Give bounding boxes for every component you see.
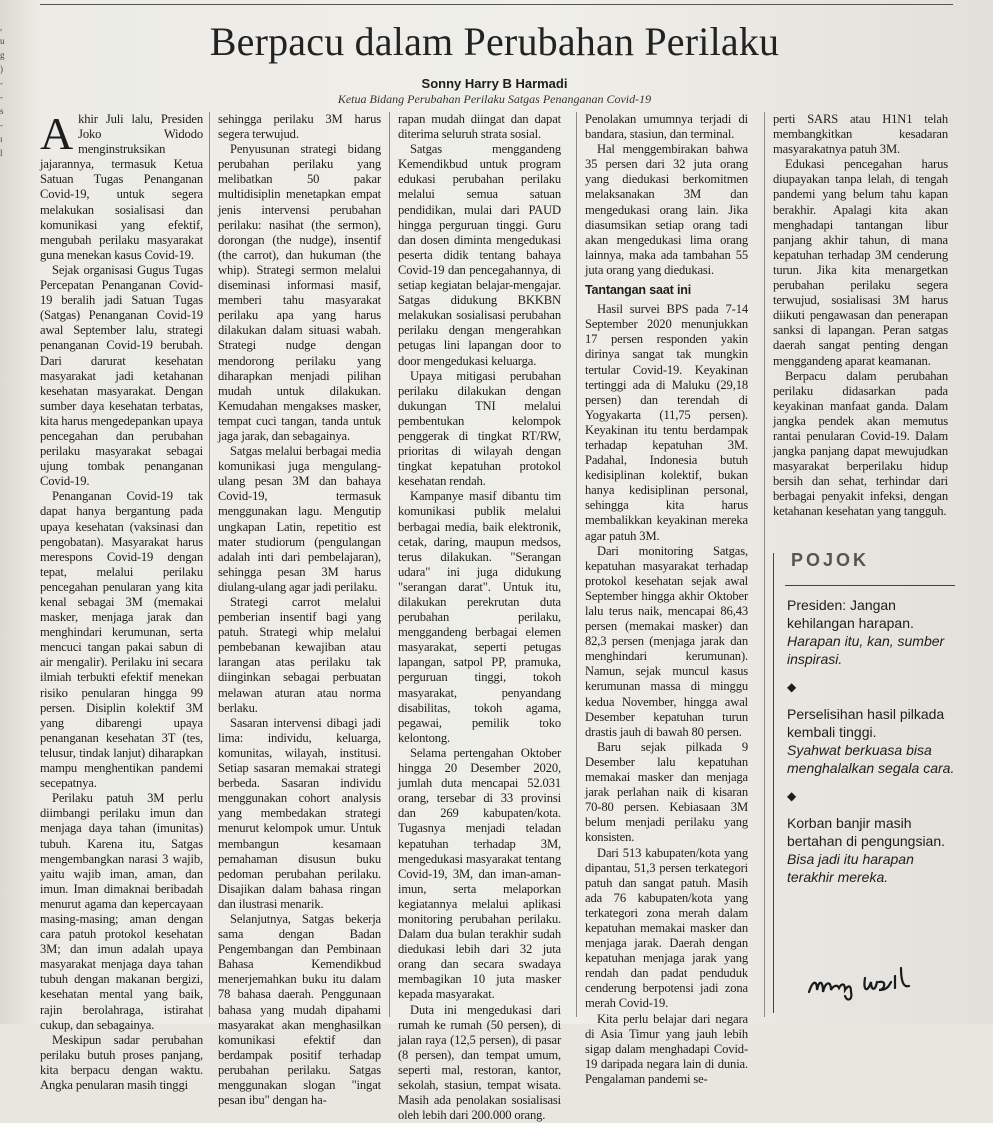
pojok-quip: Harapan itu, kan, sumber inspirasi.	[787, 633, 945, 667]
strip-char: s	[0, 106, 4, 116]
diamond-separator-icon: ◆	[787, 680, 797, 694]
paragraph: Baru sejak pilkada 9 Desember lalu kepatuhan memakai masker dan menjaga jarak perlahan naik di kisaran 70-80 persen. Kebiasaan 3M belum menjadi perilaku yang konsisten.	[585, 739, 748, 845]
paragraph: Sasaran intervensi dibagi jadi lima: individu, keluarga, komunitas, wilayah, institusi. Setiap sasaran memakai strategi berbeda. Sasaran individu menggunakan cohort analysis yang membedakan strategi menurut kelompok umur. Untuk membangun kesamaan pemahaman disusun buku pedoman perubahan perilaku. Disajikan dalam bahasa ringan dan ilustrasi menarik.	[218, 715, 381, 911]
mang-usil-signature	[805, 956, 935, 1006]
paragraph: Meskipun sadar perubahan perilaku butuh proses panjang, kita berpacu dengan waktu. Angka penularan masih tinggi	[40, 1032, 203, 1092]
paragraph: Penanganan Covid-19 tak dapat hanya bergantung pada upaya kesehatan (vaksinasi dan pengobatan). Masyarakat harus merespons Covid-19 dengan tepat, melalui perilaku pencegahan penularan yang kita kenal sebagai 3M (memakai masker, menjaga jarak dan menghindari kerumunan, serta mencuci tangan pakai sabun di air mengalir). Perilaku ini secara ilmiah terbukti efektif menekan risiko penularan hingga 99 persen. Disiplin kolektif 3M yang dibarengi upaya penanganan kesehatan 3T (tes, telusur, tindak lanjut) diharapkan mampu menghentikan pandemi secepatnya.	[40, 489, 203, 791]
pojok-quip: Bisa jadi itu harapan terakhir mereka.	[787, 851, 914, 885]
column-2	[218, 112, 381, 1108]
column-3	[398, 112, 561, 1123]
paragraph: Berpacu dalam perubahan perilaku didasarkan pada keyakinan manfaat ganda. Dalam jangka pendek akan memutus rantai penularan Covid-19. Dalam jangka panjang dapat mewujudkan masyarakat berperilaku hidup bersih dan sehat, terhindar dari berbagai penyakit infeksi, dengan ketahanan kesehatan yang tangguh.	[773, 368, 948, 519]
article-title: Berpacu dalam Perubahan Perilaku	[209, 19, 780, 64]
paragraph: Dari monitoring Satgas, kepatuhan masyarakat terhadap protokol kesehatan sejak awal September hingga akhir Oktober lalu terus naik, mencapai 86,43 persen (memakai masker) dan 82,3 persen (menjaga jarak dan menghindari kerumunan). Namun, sejak muncul kasus kerumunan massa di minggu kedua November, hingga awal Desember kepatuhan turun drastis jauh di bawah 80 persen.	[585, 543, 748, 739]
paragraph: Dari 513 kabupaten/kota yang dipantau, 51,3 persen terkategori patuh dan sangat patuh. Masih ada 76 kabupaten/kota yang terkategori zona merah dalam kepatuhan memakai masker dan menjaga jarak. Daerah dengan kepatuhan menjaga jarak yang rendah dan padat penduduk cenderung berpotensi jadi zona merah Covid-19.	[585, 845, 748, 1011]
pojok-quip: Syahwat berkuasa bisa menghalalkan segala cara.	[787, 742, 955, 776]
paragraph: Duta ini mengedukasi dari rumah ke rumah (50 persen), di jalan raya (12,5 persen), di pasar (8 persen), dan tempat umum, seperti mal, restoran, kantor, sekolah, stasiun, tempat wisata. Masih ada penolakan sosialisasi oleh lebih dari 200.000 orang.	[398, 1002, 561, 1123]
pojok-title: POJOK	[791, 550, 870, 570]
drop-cap: A	[40, 108, 74, 159]
strip-char: ɪ	[0, 134, 3, 144]
author-name: Sonny Harry B Harmadi	[421, 76, 568, 91]
author-role: Ketua Bidang Perubahan Perilaku Satgas Penanganan Covid-19	[337, 92, 652, 106]
paragraph: Penolakan umumnya terjadi di bandara, stasiun, dan terminal.	[585, 112, 748, 142]
pojok-item	[787, 596, 955, 668]
strip-char: l	[0, 148, 3, 158]
paragraph: Selama pertengahan Oktober hingga 20 Desember 2020, jumlah duta mencapai 52.031 orang, tersebar di 33 provinsi dan 269 kabupaten/kota. Tugasnya menjadi teladan kepatuhan terhadap 3M, mengedukasi masyarakat tentang Covid-19, 3M, dan iman-aman-imun, serta melaporkan kegiatannya melalui aplikasi monitoring perubahan perilaku. Dalam dua bulan terakhir sudah diedukasi lebih dari 32 juta orang dan secara swadaya membagikan 10 juta masker kepada masyarakat.	[398, 745, 561, 1002]
pojok-item	[787, 814, 955, 886]
paragraph: Sejak organisasi Gugus Tugas Percepatan Penanganan Covid-19 beralih jadi Satuan Tugas (Satgas) Penanganan Covid-19 awal September lalu, strategi penanganan Covid-19 berubah. Dari darurat kesehatan masyarakat jadi ketahanan kesehatan masyarakat. Dengan sumber daya kesehatan terbatas, kita harus mengedepankan upaya pencegahan dan perubahan perilaku masyarakat sebagai ujung tombak penanganan Covid-19.	[40, 262, 204, 489]
paragraph: Hasil survei BPS pada 7-14 September 2020 menunjukkan 17 persen responden yakin dirinya sangat tak mungkin tertular Covid-19. Keyakinan tertinggi ada di Maluku (29,18 persen) dan terendah di Yogyakarta (11,75 persen). Keyakinan itu tentu berdampak terhadap kepatuhan 3M. Padahal, Indonesia butuh kedisiplinan kolektif, bukan hanya kedisiplinan personal, sehingga kita harus membalikkan keyakinan mereka agar patuh 3M.	[585, 302, 748, 543]
strip-char: ,	[0, 22, 3, 32]
paragraph: rapan mudah diingat dan dapat diterima seluruh strata sosial.	[398, 112, 561, 142]
paragraph: sehingga perilaku 3M harus segera terwujud.	[218, 112, 381, 142]
paragraph: Satgas menggandeng Kemendikbud untuk program edukasi perubahan perilaku melalui semua satuan pendidikan, mulai dari PAUD hingga perguruan tinggi. Guru dan dosen diminta mengedukasi peserta didik tentang bahaya Covid-19 dan pencegahannya, di setiap kegiatan belajar-mengajar. Satgas didukung BKKBN melakukan sosialisasi perubahan perilaku dengan mengerahkan petugas lini lapangan door to door mengedukasi keluarga.	[398, 142, 561, 368]
paragraph: Edukasi pencegahan harus diupayakan tanpa lelah, di tengah pandemi yang belum tahu kapan berakhir. Apalagi kita akan menghadapi tantangan libur panjang akhir tahun, di mana kepatuhan terhadap 3M cenderung turun. Jika kita menargetkan perubahan perilaku segera terwujud, sosialisasi 3M harus diikuti pengawasan dan penerapan sanksi di lapangan. Peran satgas daerah sangat penting dengan menggandeng aparat keamanan.	[773, 157, 948, 368]
paragraph: Kita perlu belajar dari negara di Asia Timur yang jauh lebih sigap dalam menghadapi Covid-19 daripada negara lain di dunia. Pengalaman pandemi se-	[585, 1011, 748, 1086]
paragraph	[40, 108, 203, 263]
column-divider	[576, 112, 577, 1017]
pojok-statement: Perselisihan hasil pilkada kembali tinggi.	[787, 706, 945, 740]
paragraph: Upaya mitigasi perubahan perilaku dilakukan dengan dukungan TNI melalui pembentukan kelompok penggerak di tingkat RT/RW, prioritas di wilayah dengan tingkat kepatuhan protokol kesehatan rendah.	[398, 368, 561, 489]
strip-char: u	[0, 36, 5, 46]
column-divider	[209, 112, 210, 1017]
section-subheading: Tantangan saat ini	[585, 283, 692, 298]
paragraph: Hal menggembirakan bahwa 35 persen dari 32 juta orang yang diedukasi berkomitmen melaksanakan 3M dan mengedukasi orang lain. Jika diasumsikan setiap orang tadi akan mengedukasi lima orang lainnya, maka ada tambahan 55 juta orang yang diedukasi.	[585, 142, 748, 277]
pojok-box	[773, 550, 955, 1016]
adjacent-page-strip	[0, 20, 18, 160]
diamond-separator-icon: ◆	[787, 789, 797, 803]
column-1	[40, 108, 204, 1093]
column-5	[773, 112, 948, 520]
strip-char: g	[0, 50, 5, 60]
strip-char: -	[0, 120, 3, 130]
paragraph: Satgas melalui berbagai media komunikasi juga mengulang-ulang pesan 3M dan bahaya Covid-19, termasuk menggunakan lagu. Mengutip ungkapan Latin, repetitio est mater studiorum (pengulangan adalah inti dari pembelajaran), sehingga pesan 3M harus diulang-ulang agar jadi perilaku.	[218, 444, 381, 594]
strip-char: -	[0, 78, 3, 88]
pojok-item	[787, 705, 955, 777]
pojok-statement: Korban banjir masih bertahan di pengungsian.	[787, 815, 946, 849]
paragraph: perti SARS atau H1N1 telah membangkitkan kesadaran masyarakatnya patuh 3M.	[773, 112, 948, 157]
pojok-title-rule	[785, 585, 955, 586]
paragraph-text: khir Juli lalu, Presiden Joko Widodo menginstruksikan jajarannya, termasuk Ketua Satuan Tugas Penanganan Covid-19, untuk segera melakukan sosialisasi dan komunikasi yang efektif, mengubah perilaku masyarakat guna menekan kasus Covid-19.	[40, 112, 203, 262]
column-divider	[764, 112, 765, 1017]
paragraph: Penyusunan strategi bidang perubahan perilaku yang melibatkan 50 pakar multidisiplin menetapkan empat jenis intervensi perubahan perilaku: nasihat (the sermon), dorongan (the nudge), insentif (the carrot), dan hukuman (the whip). Strategi sermon melalui diseminasi informasi masif, memberi tahu masyarakat perilaku apa yang harus dilakukan dalam situasi wabah. Strategi nudge dengan mendorong perilaku yang diharapkan menjadi pilihan mudah untuk dilakukan. Kemudahan mengakses masker, tempat cuci tangan, tanda untuk jaga jarak, dan sebagainya.	[218, 142, 381, 443]
column-divider	[389, 112, 390, 1017]
paragraph: Selanjutnya, Satgas bekerja sama dengan Badan Pengembangan dan Pembinaan Bahasa Kemendikbud menerjemahkan buku itu dalam 78 bahasa daerah. Penggunaan bahasa yang mudah dipahami masyarakat akan menghasilkan komunikasi efektif dan berdampak positif terhadap perubahan perilaku. Satgas menggunakan slogan "ingat pesan ibu" dengan ha-	[218, 911, 381, 1108]
paragraph: Kampanye masif dibantu tim komunikasi publik melalui berbagai media, baik elektronik, cetak, daring, maupun medsos, terus dilakukan. "Serangan udara" ini juga didukung "serangan darat". Untuk itu, dilakukan perekrutan duta perubahan perilaku, menggandeng berbagai elemen masyarakat, seperti petugas lapangan, satpol PP, pramuka, perguruan tinggi, tokoh masyarakat, penyandang disabilitas, tokoh agama, pegawai, pemilik toko kelontong.	[398, 489, 561, 745]
strip-char: -	[0, 92, 3, 102]
pojok-statement: Presiden: Jangan kehilangan harapan.	[787, 597, 914, 631]
paragraph: Strategi carrot melalui pemberian insentif bagi yang patuh. Strategi whip melalui pembebanan kewajiban atau larangan atas perilaku tak diinginkan sebagai perbuatan melawan aturan atau norma berlaku.	[218, 595, 381, 715]
strip-char: )	[0, 64, 3, 74]
column-4	[585, 112, 748, 1087]
paragraph: Perilaku patuh 3M perlu diimbangi perilaku imun dan menjaga daya tahan (imunitas) tubuh. Karena itu, Satgas mengembangkan narasi 3 wajib, yaitu wajib iman, aman, dan imun. Iman dimaknai beribadah menurut agama dan kepercayaan masing-masing; aman dengan cara patuh protokol kesehatan 3M; dan imun adalah upaya masyarakat menjaga daya tahan tubuh dengan makanan bergizi, kesehatan mental yang baik, rajin berolahraga, istirahat cukup, dan sebagainya.	[40, 791, 203, 1032]
top-rule	[40, 4, 953, 5]
